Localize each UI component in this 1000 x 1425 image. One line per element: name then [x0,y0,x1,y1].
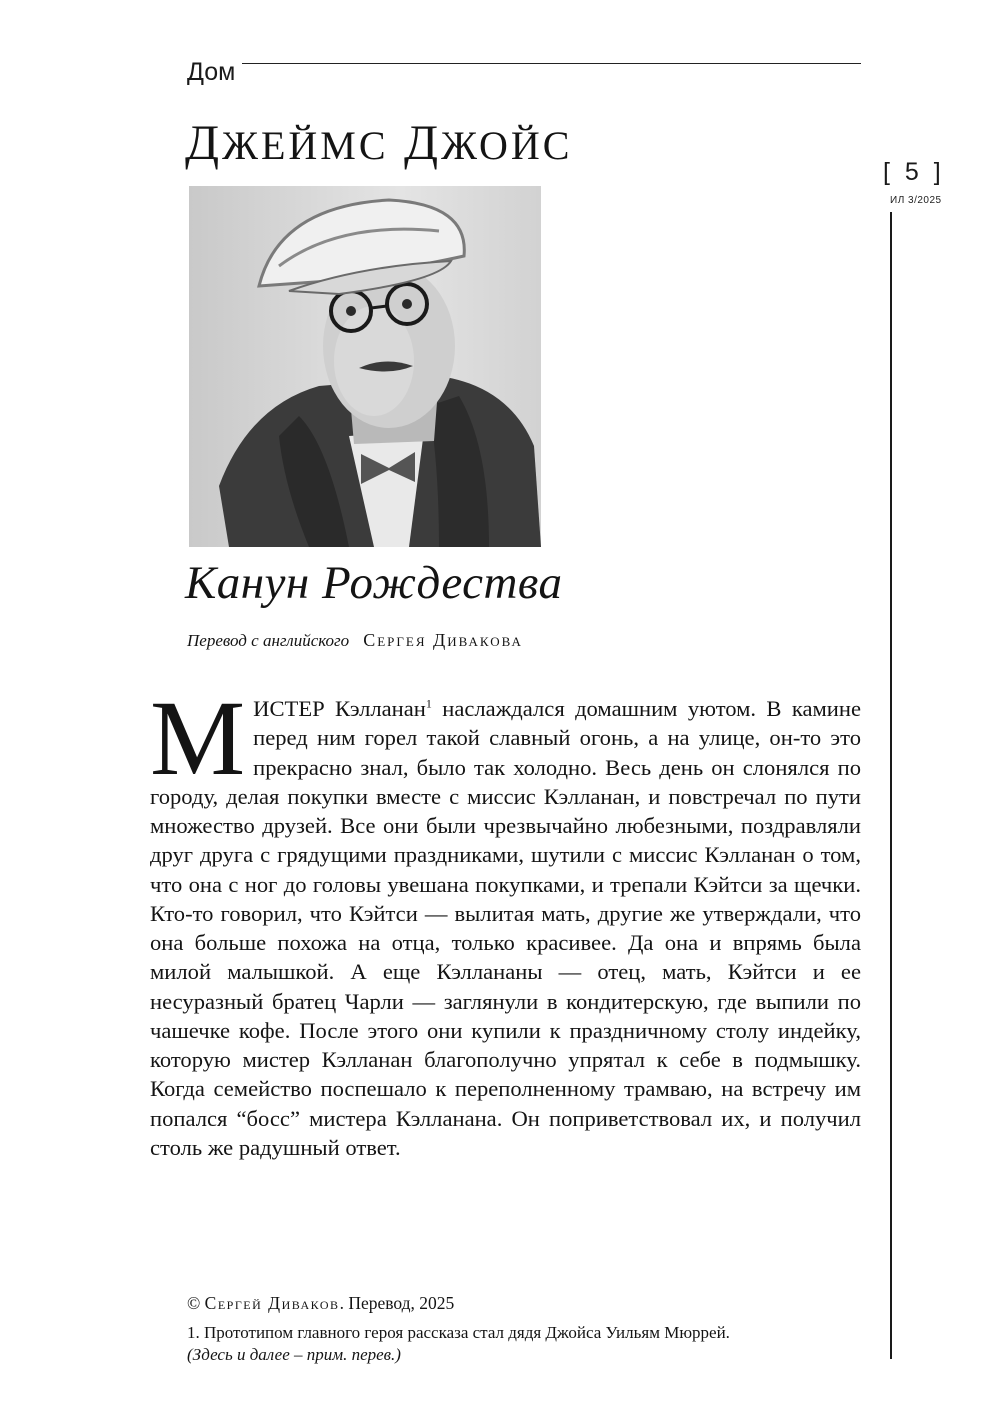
section-rule [242,63,861,64]
footnote-text: 1. Прототипом главного героя рассказа стал дядя Джойса Уильям Мюррей. [187,1323,730,1342]
footnote-reference: 1 [425,696,432,711]
copyright-line [187,1293,454,1314]
lead-word: ИСТЕР [253,696,325,721]
body-text: наслаждался домашним уютом. В камине перед ним горел такой славный огонь, а на улице, он-то это прекрасно знал, было так холодно. Весь день он слонялся по городу, делая покупки вместе с миссис Кэлланан, и повстречал по пути множество друзей. Все они были чрезвычайно любезными, поздравляли друг друга с грядущими праздниками, шутили с миссис Кэлланан о том, что она с ног до головы увешана покупками, и трепали Кэйтси за щечки. Кто-то говорил, что Кэйтси — вылитая мать, другие же утверждали, что она больше похожа на отца, только красивее. Да она и впрямь была милой малышкой. А еще Кэллананы — отец, мать, Кэйтси и ее несуразный братец Чарли — заглянули в кондитерскую, где выпили по чашечке кофе. После этого они купили к праздничному столу индейку, которую мистер Кэлланан благополучно упрятал к себе в подмышку. Когда семейство поспешало к переполненному трамваю, на встречу им попался “босс” мистера Кэлланана. Он поприветствовал их, и получил столь же радушный ответ. [150,696,862,1160]
copyright-sign: © [187,1293,201,1313]
drop-cap: М [150,680,246,798]
section-label: Дом [187,58,236,86]
lead-name: Кэлланан [324,696,426,721]
credit-prefix: Перевод с английского [187,631,350,650]
footnote [187,1322,867,1366]
translation-credit [187,630,523,651]
copyright-rest: . Перевод, 2025 [339,1293,455,1313]
author-first-rest: ЖЕЙМС [222,123,389,168]
page-number: [ 5 ] [883,158,945,186]
author-last-rest: ЖОЙС [441,123,573,168]
portrait-illustration [189,186,541,547]
author-name [185,113,572,171]
author-last-cap: Д [404,114,442,170]
footnote-note: (Здесь и далее – прим. перев.) [187,1345,401,1364]
author-first-cap: Д [185,114,223,170]
issue-label: ИЛ 3/2025 [890,195,942,206]
copyright-name: Сергей Диваков [204,1293,340,1313]
story-title: Канун Рождества [185,557,563,609]
story-body [150,680,862,1162]
margin-rule [890,212,892,1359]
author-portrait-photo [189,186,541,547]
translator-name: Сергея Дивакова [363,630,523,650]
